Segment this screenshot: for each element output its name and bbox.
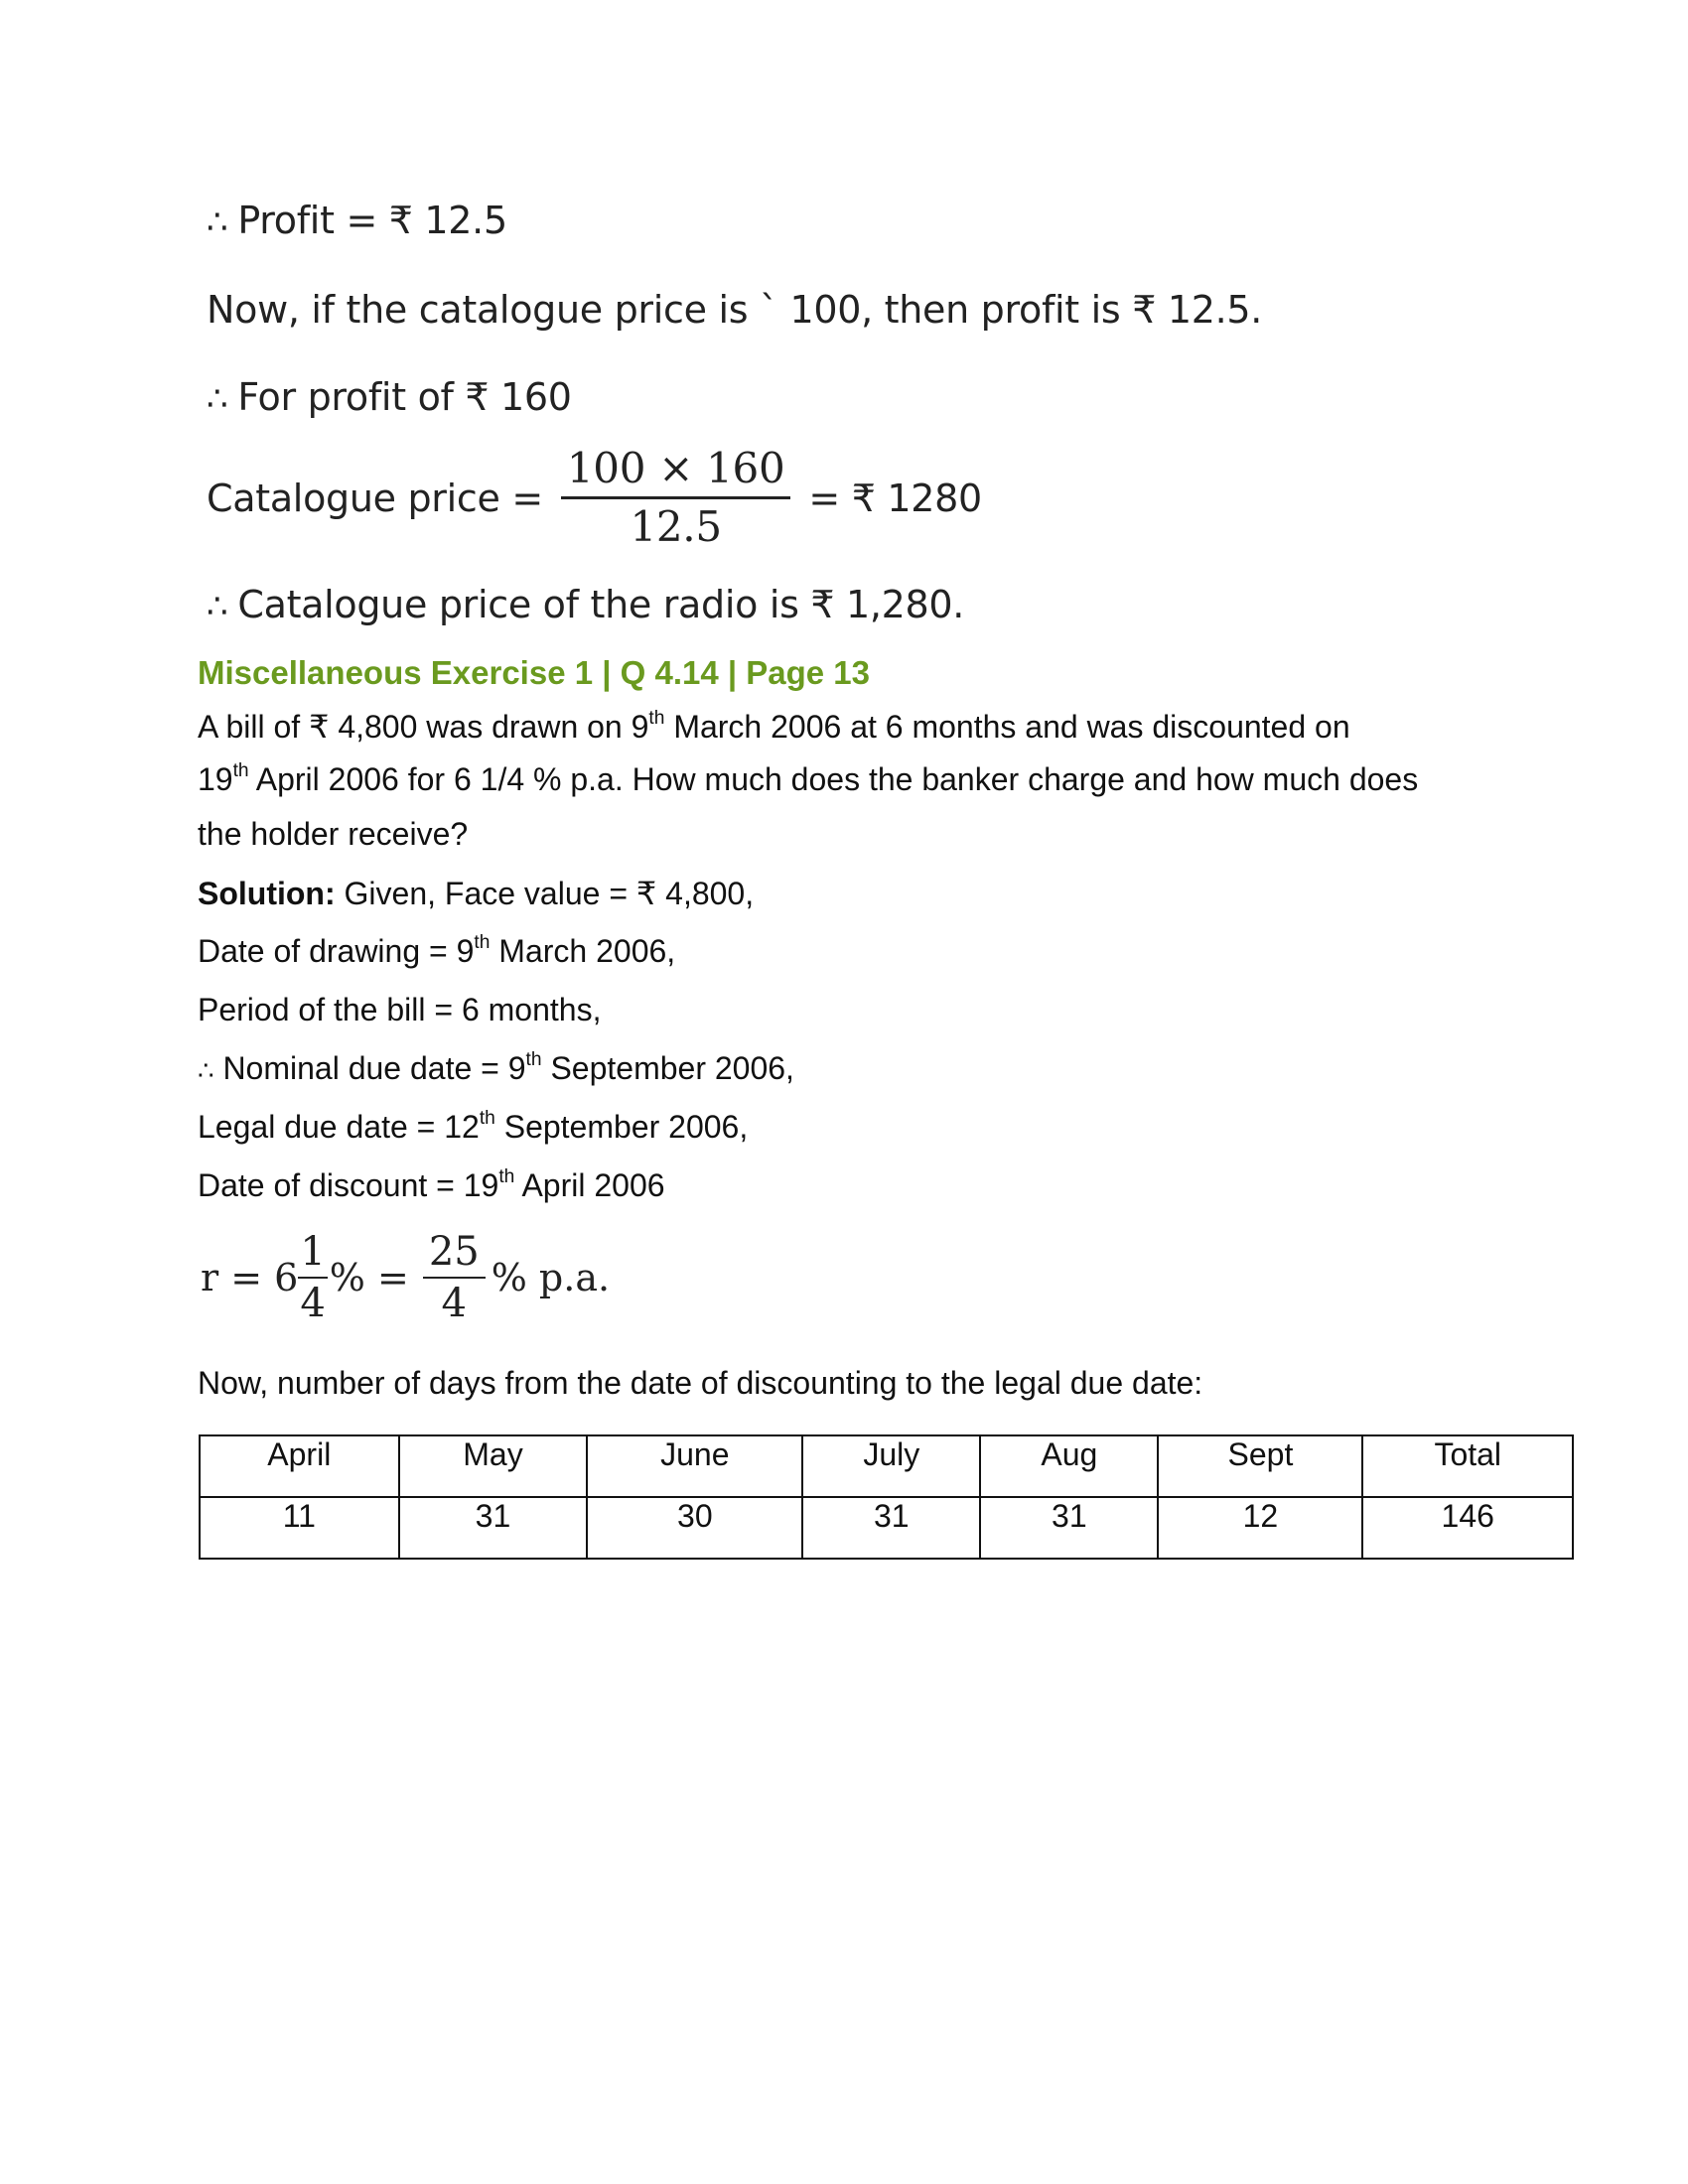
ordinal-suffix: th	[648, 708, 665, 730]
profit-line	[207, 199, 507, 242]
table-cell: 146	[1362, 1497, 1573, 1559]
text: April 2006	[514, 1167, 665, 1203]
text: Legal due date = 12	[198, 1109, 480, 1145]
fraction-denominator: 12.5	[630, 502, 722, 552]
catalogue-price-statement: Now, if the catalogue price is ` 100, then profit is ₹ 12.5.	[207, 288, 1263, 332]
fraction-denominator: 4	[441, 1281, 467, 1326]
ordinal-suffix: th	[479, 1108, 495, 1130]
fraction-denominator: 4	[300, 1281, 326, 1326]
exercise-heading: Miscellaneous Exercise 1 | Q 4.14 | Page 13	[198, 654, 871, 691]
given-text: Given, Face value = ₹ 4,800,	[335, 876, 755, 911]
therefore-symbol: ∴	[207, 587, 228, 626]
table-header-cell: May	[399, 1435, 588, 1497]
table-header-cell: June	[587, 1435, 802, 1497]
question-line-3: the holder receive?	[198, 816, 469, 852]
table-row	[200, 1497, 1573, 1559]
rate-fraction-2	[423, 1229, 486, 1326]
rate-rhs: % p.a.	[491, 1256, 611, 1299]
days-table	[199, 1434, 1574, 1560]
fraction-numerator: 100 × 160	[566, 444, 785, 492]
therefore-symbol: ∴	[198, 1055, 214, 1085]
question-line-2	[198, 761, 1418, 798]
ordinal-suffix: th	[474, 932, 491, 954]
for-profit-text: For profit of ₹ 160	[237, 375, 572, 419]
table-header-row	[200, 1435, 1573, 1497]
therefore-symbol: ∴	[207, 379, 228, 419]
formula-rhs: = ₹ 1280	[808, 476, 982, 520]
table-header-cell: Sept	[1158, 1435, 1362, 1497]
table-header-cell: April	[200, 1435, 399, 1497]
text: Date of discount = 19	[198, 1167, 499, 1203]
date-of-drawing	[198, 933, 675, 970]
ordinal-suffix: th	[498, 1166, 515, 1188]
formula-lhs: Catalogue price =	[207, 476, 543, 520]
rate-formula	[201, 1229, 610, 1326]
question-text: A bill of ₹ 4,800 was drawn on 9	[198, 709, 649, 745]
period-of-bill: Period of the bill = 6 months,	[198, 992, 602, 1027]
rate-lhs: r = 6	[201, 1256, 299, 1299]
solution-given	[198, 875, 754, 912]
solution-label: Solution:	[198, 876, 336, 911]
conclusion-text: Catalogue price of the radio is ₹ 1,280.	[237, 583, 965, 626]
catalogue-fraction	[561, 445, 791, 552]
fraction-bar	[423, 1277, 486, 1279]
table-header-cell: Total	[1362, 1435, 1573, 1497]
fraction-bar	[561, 496, 791, 499]
question-text: 19	[198, 761, 233, 797]
rate-mid: % =	[329, 1256, 409, 1299]
table-cell: 31	[802, 1497, 980, 1559]
question-text: April 2006 for 6 1/4 % p.a. How much does the banker charge and how much does	[248, 761, 1419, 797]
nominal-due-date	[198, 1050, 794, 1087]
text: September 2006,	[494, 1109, 749, 1145]
table-cell: 12	[1158, 1497, 1362, 1559]
ordinal-suffix: th	[525, 1049, 542, 1071]
text: September 2006,	[541, 1050, 794, 1086]
table-cell: 11	[200, 1497, 399, 1559]
table-cell: 30	[587, 1497, 802, 1559]
table-header-cell: Aug	[980, 1435, 1158, 1497]
question-text: March 2006 at 6 months and was discounted on	[664, 709, 1350, 745]
table-cell: 31	[399, 1497, 588, 1559]
days-intro: Now, number of days from the date of discounting to the legal due date:	[198, 1365, 1203, 1401]
date-of-discount	[198, 1167, 665, 1204]
ordinal-suffix: th	[232, 760, 249, 782]
text: March 2006,	[490, 933, 676, 969]
legal-due-date	[198, 1109, 748, 1146]
fraction-numerator: 1	[300, 1229, 326, 1275]
therefore-symbol: ∴	[207, 203, 228, 242]
fraction-numerator: 25	[428, 1229, 480, 1275]
for-profit-line	[207, 375, 572, 419]
text: Date of drawing = 9	[198, 933, 475, 969]
catalogue-conclusion	[207, 583, 964, 626]
fraction-bar	[298, 1277, 327, 1279]
table-header-cell: July	[802, 1435, 980, 1497]
table-cell: 31	[980, 1497, 1158, 1559]
text: Nominal due date = 9	[213, 1050, 526, 1086]
catalogue-formula	[207, 445, 982, 552]
profit-text: Profit = ₹ 12.5	[237, 199, 507, 242]
question-line-1	[198, 708, 1350, 746]
rate-fraction-1	[298, 1229, 327, 1326]
